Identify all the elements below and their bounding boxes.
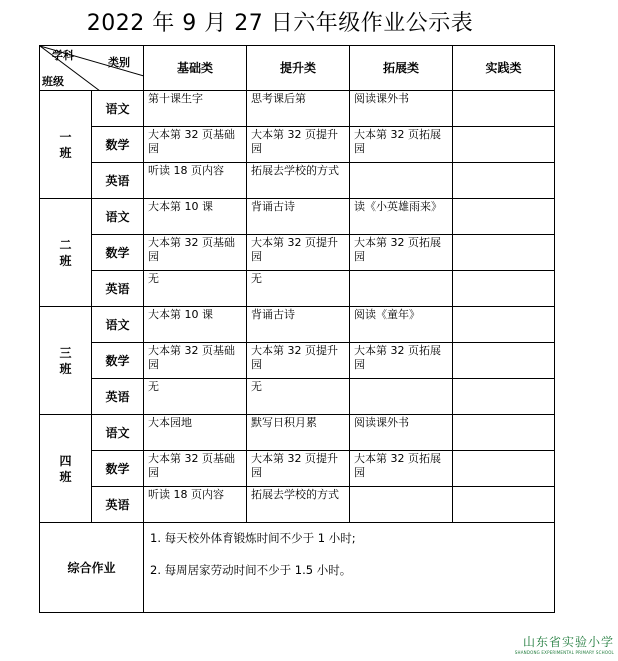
summary-row <box>40 523 555 613</box>
table-row <box>40 343 555 379</box>
table-row <box>40 271 555 307</box>
homework-cell-extend <box>350 271 453 307</box>
subject-label: 学科 <box>52 49 74 62</box>
homework-cell-extend: 大本第 32 页拓展园 <box>350 235 453 271</box>
table-row <box>40 451 555 487</box>
class-name-char: 班 <box>59 253 72 268</box>
subject-cell: 数学 <box>92 235 144 271</box>
homework-cell-basic: 第十课生字 <box>144 91 247 127</box>
homework-cell-improve: 默写日积月累 <box>247 415 350 451</box>
class-name-char: 一 <box>59 129 72 144</box>
column-header-practice: 实践类 <box>453 46 555 91</box>
class-name-cell <box>40 307 92 415</box>
homework-cell-improve: 大本第 32 页提升园 <box>247 451 350 487</box>
homework-cell-basic: 听读 18 页内容 <box>144 487 247 523</box>
homework-cell-extend <box>350 487 453 523</box>
homework-cell-practice <box>453 235 555 271</box>
homework-cell-extend: 大本第 32 页拓展园 <box>350 451 453 487</box>
table-row <box>40 127 555 163</box>
class-name-char: 班 <box>59 469 72 484</box>
homework-cell-extend: 阅读《童年》 <box>350 307 453 343</box>
homework-cell-practice <box>453 451 555 487</box>
class-name-char: 三 <box>59 345 72 360</box>
summary-item: 2. 每周居家劳动时间不少于 1.5 小时。 <box>150 563 352 577</box>
homework-cell-extend: 读《小英雄雨来》 <box>350 199 453 235</box>
subject-cell: 语文 <box>92 91 144 127</box>
school-logo-name: 山东省实验小学 <box>522 635 614 649</box>
school-logo-english: SHANDONG EXPERIMENTAL PRIMARY SCHOOL <box>514 650 614 655</box>
subject-cell: 英语 <box>92 163 144 199</box>
homework-cell-practice <box>453 415 555 451</box>
homework-cell-basic: 听读 18 页内容 <box>144 163 247 199</box>
homework-cell-basic: 大本第 10 课 <box>144 307 247 343</box>
homework-cell-basic: 无 <box>144 271 247 307</box>
column-header-basic: 基础类 <box>144 46 247 91</box>
homework-cell-practice <box>453 91 555 127</box>
summary-item: 1. 每天校外体育锻炼时间不少于 1 小时; <box>150 531 356 545</box>
subject-cell: 语文 <box>92 199 144 235</box>
homework-cell-practice <box>453 487 555 523</box>
homework-cell-practice <box>453 127 555 163</box>
page-title: 2022 年 9 月 27 日六年级作业公示表 <box>86 11 474 36</box>
homework-cell-basic: 大本第 32 页基础园 <box>144 235 247 271</box>
homework-cell-practice <box>453 271 555 307</box>
homework-cell-improve: 背诵古诗 <box>247 307 350 343</box>
class-name-char: 班 <box>59 145 72 160</box>
homework-cell-basic: 无 <box>144 379 247 415</box>
homework-cell-extend: 大本第 32 页拓展园 <box>350 343 453 379</box>
class-name-cell <box>40 415 92 523</box>
homework-cell-extend: 大本第 32 页拓展园 <box>350 127 453 163</box>
table-row <box>40 163 555 199</box>
homework-cell-improve: 背诵古诗 <box>247 199 350 235</box>
homework-cell-practice <box>453 307 555 343</box>
subject-cell: 数学 <box>92 343 144 379</box>
table-row <box>40 91 555 127</box>
homework-cell-basic: 大本第 32 页基础园 <box>144 343 247 379</box>
subject-cell: 英语 <box>92 487 144 523</box>
homework-cell-improve: 大本第 32 页提升园 <box>247 127 350 163</box>
homework-cell-improve: 拓展去学校的方式 <box>247 163 350 199</box>
header-corner-cell <box>40 46 144 91</box>
homework-cell-basic: 大本第 32 页基础园 <box>144 127 247 163</box>
summary-label: 综合作业 <box>40 523 144 613</box>
subject-cell: 语文 <box>92 307 144 343</box>
table-row <box>40 487 555 523</box>
class-name-char: 四 <box>59 453 72 468</box>
class-name-cell <box>40 91 92 199</box>
table-row <box>40 307 555 343</box>
homework-cell-practice <box>453 343 555 379</box>
homework-cell-extend <box>350 163 453 199</box>
homework-cell-practice <box>453 199 555 235</box>
summary-content <box>144 523 555 613</box>
homework-cell-practice <box>453 163 555 199</box>
subject-cell: 数学 <box>92 127 144 163</box>
subject-cell: 语文 <box>92 415 144 451</box>
homework-cell-extend: 阅读课外书 <box>350 415 453 451</box>
homework-cell-improve: 思考课后第 <box>247 91 350 127</box>
homework-cell-extend <box>350 379 453 415</box>
column-header-extend: 拓展类 <box>350 46 453 91</box>
homework-cell-improve: 大本第 32 页提升园 <box>247 235 350 271</box>
subject-cell: 数学 <box>92 451 144 487</box>
header-row <box>40 46 555 91</box>
category-label: 类别 <box>108 56 130 69</box>
homework-cell-basic: 大本园地 <box>144 415 247 451</box>
table-row <box>40 415 555 451</box>
subject-cell: 英语 <box>92 379 144 415</box>
class-name-char: 班 <box>59 361 72 376</box>
homework-cell-extend: 阅读课外书 <box>350 91 453 127</box>
column-header-improve: 提升类 <box>247 46 350 91</box>
school-logo <box>515 633 614 655</box>
homework-cell-improve: 大本第 32 页提升园 <box>247 343 350 379</box>
homework-cell-practice <box>453 379 555 415</box>
class-name-cell <box>40 199 92 307</box>
table-row <box>40 379 555 415</box>
subject-cell: 英语 <box>92 271 144 307</box>
homework-cell-improve: 无 <box>247 379 350 415</box>
class-name-char: 二 <box>59 237 72 252</box>
table-row <box>40 199 555 235</box>
homework-table <box>39 45 555 613</box>
class-label: 班级 <box>42 75 64 88</box>
homework-cell-improve: 无 <box>247 271 350 307</box>
homework-cell-basic: 大本第 32 页基础园 <box>144 451 247 487</box>
homework-cell-improve: 拓展去学校的方式 <box>247 487 350 523</box>
homework-cell-basic: 大本第 10 课 <box>144 199 247 235</box>
table-row <box>40 235 555 271</box>
